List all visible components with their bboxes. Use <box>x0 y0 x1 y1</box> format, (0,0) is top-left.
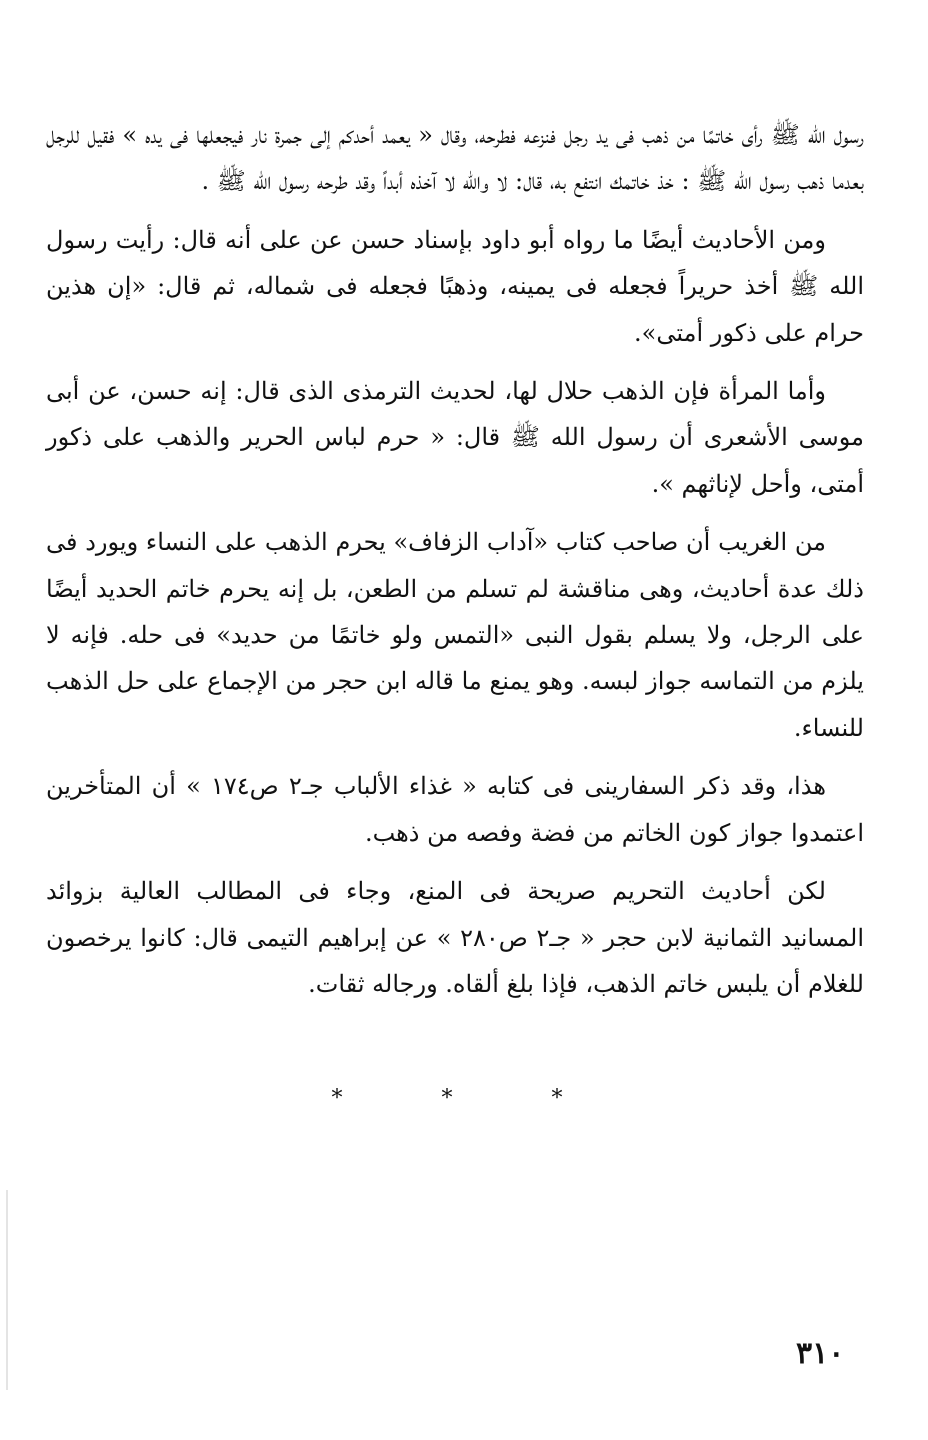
paragraph-6: لكن أحاديث التحريم صريحة فى المنع، وجاء فى المطالب العالية بزوائد المسانيد الثمانية لابن حجر « جـ٢ ص٢٨٠ » عن إبراهيم التيمى قال: كانوا يرخصون للغلام أن يلبس خاتم الذهب، فإذا بلغ ألقاه. ورجاله ثقات. <box>46 877 864 998</box>
separator-star: * <box>441 1086 487 1111</box>
paragraph-5: هذا، وقد ذكر السفارينى فى كتابه « غذاء الألباب جـ٢ ص١٧٤ » أن المتأخرين اعتمدوا جواز كون الخاتم من فضة وفصه من ذهب. <box>46 772 864 847</box>
paragraph-1: رسول الله ﷺ رأى خاتمًا من ذهب فى يد رجل فنزعه فطرحه، وقال « يعمد أحدكم إلى جمرة نار فيجعلها فى يده » فقيل للرجل بعدما ذهب رسول الله ﷺ : خذ خاتمك انتفع به، قال: لا والله لا آخذه أبداً وقد طرحه رسول الله ﷺ . <box>46 121 864 196</box>
page-number: ٣١٠ <box>796 1336 845 1371</box>
section-separator <box>0 1086 928 1111</box>
separator-star: * <box>331 1086 377 1111</box>
separator-star: * <box>551 1086 597 1111</box>
scan-margin-shadow <box>6 1190 8 1390</box>
paragraph-2: ومن الأحاديث أيضًا ما رواه أبو داود بإسناد حسن عن على أنه قال: رأيت رسول الله ﷺ أخذ حريراً فجعله فى يمينه، وذهبًا فجعله فى شماله، ثم قال: «إن هذين حرام على ذكور أمتى». <box>46 225 864 347</box>
paragraph-3: وأما المرأة فإن الذهب حلال لها، لحديث الترمذى الذى قال: إنه حسن، عن أبى موسى الأشعرى أن رسول الله ﷺ قال: « حرم لباس الحرير والذهب على ذكور أمتى، وأحل لإناثهم ». <box>46 377 864 498</box>
paragraph-4: من الغريب أن صاحب كتاب «آداب الزفاف» يحرم الذهب على النساء ويورد فى ذلك عدة أحاديث، وهى مناقشة لم تسلم من الطعن، بل إنه يحرم خاتم الحديد أيضًا على الرجل، ولا يسلم بقول النبى «التمس ولو خاتمًا من حديد» فى حله. فإنه لا يلزم من التماسه جواز لبسه. وهو يمنع ما قاله ابن حجر من الإجماع على حل الذهب للنساء. <box>46 528 865 742</box>
body-text <box>46 112 864 1019</box>
